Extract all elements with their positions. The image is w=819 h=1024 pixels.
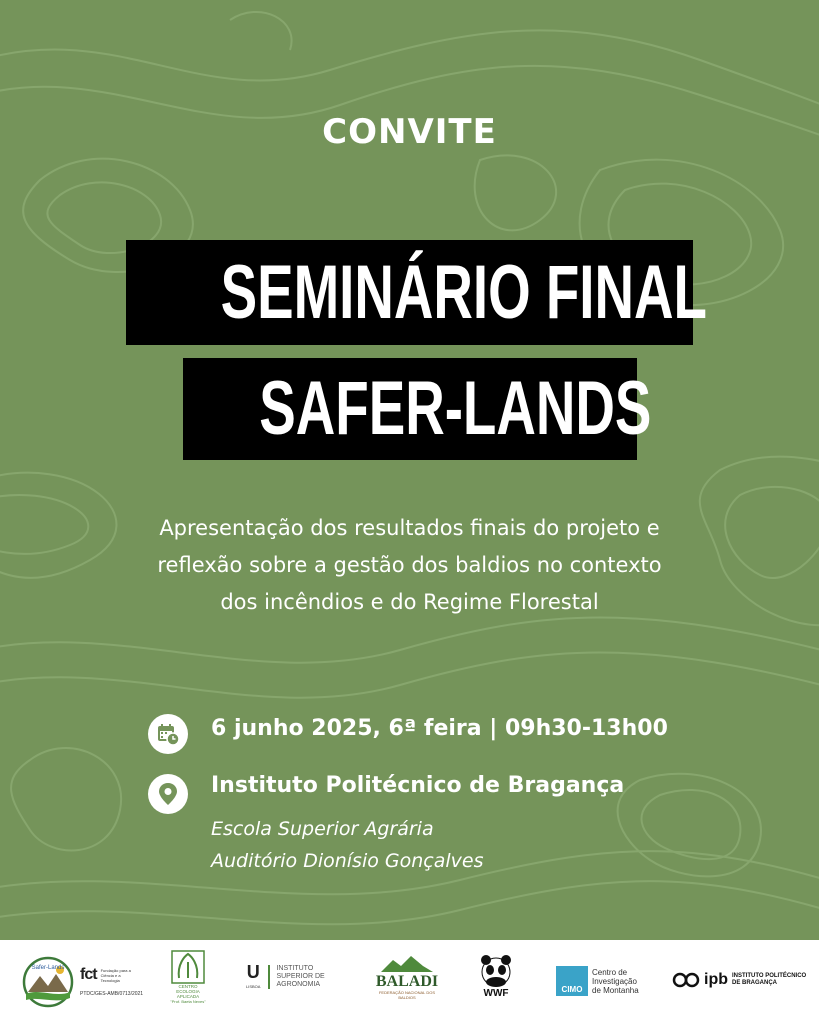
ipb-line1: INSTITUTO POLITÉCNICO xyxy=(732,973,807,979)
fct-project-code: PTDC/GES-AMB/0713/2021 xyxy=(80,991,144,997)
cimo-line3: de Montanha xyxy=(592,985,639,995)
cimo-line1: Centro de xyxy=(592,967,628,977)
map-pin-icon xyxy=(148,774,188,814)
partner-logos-footer xyxy=(0,940,819,1024)
description-line: Apresentação dos resultados finais do projeto e xyxy=(159,516,660,540)
calendar-clock-icon xyxy=(148,714,188,754)
cea-line4: "Prof. Baeta Neves" xyxy=(170,999,206,1004)
isa-line3: AGRONOMIA xyxy=(276,980,321,988)
baladi-wordmark: BALADI xyxy=(375,973,439,990)
title-line-1: SEMINÁRIO FINAL xyxy=(220,250,707,335)
saferlands-logo xyxy=(22,956,74,1008)
fct-subtitle: Fundação para a Ciência e a Tecnologia xyxy=(100,967,131,983)
location-auditorium: Auditório Dionísio Gonçalves xyxy=(211,850,484,872)
cimo-mark: CIMO xyxy=(561,985,583,994)
ulisboa-mark: U xyxy=(246,962,260,982)
title-line-2: SAFER-LANDS xyxy=(259,366,652,451)
title-line-1-box xyxy=(126,240,707,345)
cea-line1: CENTRO xyxy=(178,984,198,989)
location-school: Escola Superior Agrária xyxy=(211,818,434,840)
title-line-2-box xyxy=(183,358,652,460)
event-description xyxy=(80,510,739,621)
isa-line1: INSTITUTO xyxy=(276,964,314,972)
ipb-logo xyxy=(672,970,806,990)
event-date: 6 junho 2025, 6ª feira | 09h30-13h00 xyxy=(211,716,668,741)
baladi-subtitle: FEDERAÇÃO NACIONAL DOS BALDIOS xyxy=(378,990,436,1000)
location-title: Instituto Politécnico de Bragança xyxy=(211,773,625,798)
wwf-wordmark: WWF xyxy=(483,988,509,999)
ipb-mark: ipb xyxy=(704,971,728,988)
fct-wordmark: fct xyxy=(80,966,97,983)
cea-logo xyxy=(168,950,208,1004)
cimo-logo xyxy=(556,966,639,996)
cea-line2: ECOLOGIA xyxy=(176,989,200,994)
wwf-logo xyxy=(478,954,514,999)
fct-logo xyxy=(80,966,143,998)
cea-line3: APLICADA xyxy=(176,994,200,999)
panda-icon xyxy=(479,954,513,988)
description-line: reflexão sobre a gestão dos baldios no contexto xyxy=(157,553,662,577)
invitation-kicker: CONVITE xyxy=(322,112,497,152)
ipb-line2: DE BRAGANÇA xyxy=(732,980,777,986)
saferlands-wordmark: Safer-Lands xyxy=(31,965,65,971)
isa-logo xyxy=(246,962,325,991)
isa-line2: SUPERIOR DE xyxy=(276,972,325,980)
description-line: dos incêndios e do Regime Florestal xyxy=(220,590,599,614)
baladi-logo xyxy=(374,954,440,1000)
cimo-line2: Investigação xyxy=(592,976,637,986)
ulisboa-label: LISBOA xyxy=(246,984,261,989)
